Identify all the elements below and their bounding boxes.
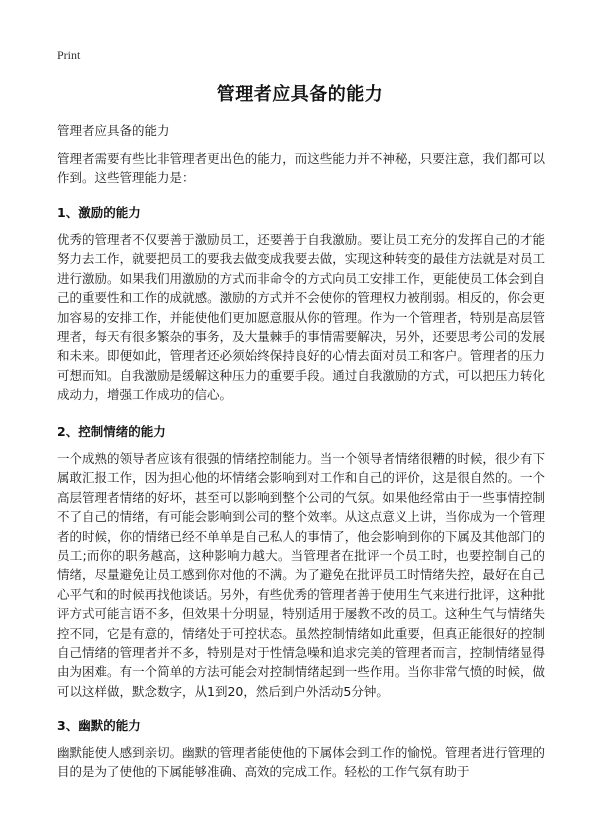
section-heading-motivation: 1、激励的能力 bbox=[57, 205, 141, 220]
page-title: 管理者应具备的能力 bbox=[216, 84, 384, 105]
section-body-humor: 幽默能使人感到亲切。幽默的管理者能使他的下属体会到工作的愉悦。管理者进行管理的目的是为了使他的下属能够准确、高效的完成工作。轻松的工作气氛有助于 bbox=[57, 745, 545, 780]
intro-paragraph: 管理者需要有些比非管理者更出色的能力，而这些能力并不神秘，只要注意，我们都可以作到。这些管理能力是： bbox=[57, 151, 545, 186]
section-body-emotion-control: 一个成熟的领导者应该有很强的情绪控制能力。当一个领导者情绪很糟的时候，很少有下属敢汇报工作，因为担心他的坏情绪会影响到对工作和自己的评价，这是很自然的。一个高层管理者情绪的好坏，甚至可以影响到整个公司的气氛。如果他经常由于一些事情控制不了自己的情绪，有可能会影响到公司的整个效率。从这点意义上讲，当你成为一个管理者的时候，你的情绪已经不单单是自己私人的事情了，他会影响到你的下属及其他部门的员工;而你的职务越高，这种影响力越大。当管理者在批评一个员工时，也要控制自己的情绪，尽量避免让员工感到你对他的不满。为了避免在批评员工时情绪失控，最好在自己心平气和的时候再找他谈话。另外，有些优秀的管理者善于使用生气来进行批评，这种批评方式可能言语不多，但效果十分明显，特别适用于屡教不改的员工。这种生气与情绪失控不同，它是有意的，情绪处于可控状态。虽然控制情绪如此重要，但真正能很好的控制自己情绪的管理者并不多，特别是对于性情急噪和追求完美的管理者而言，控制情绪显得由为困难。有一个简单的方法可能会对控制情绪起到一些作用。当你非常气愤的时候，做可以这样做，默念数字，从1到20，然后到户外活动5分钟。 bbox=[57, 451, 545, 699]
section-body-motivation: 优秀的管理者不仅要善于激励员工，还要善于自我激励。要让员工充分的发挥自己的才能努力去工作，就要把员工的要我去做变成我要去做，实现这种转变的最佳方法就是对员工进行激励。如果我们用激励的方式而非命令的方式向员工安排工作，更能使员工体会到自己的重要性和工作的成就感。激励的方式并不会使你的管理权力被削弱。相反的，你会更加容易的安排工作，并能使他们更加愿意服从你的管理。作为一个管理者，特别是高层管理者，每天有很多繁杂的事务，及大量棘手的事情需要解决，另外，还要思考公司的发展和未来。即便如此，管理者还必须始终保持良好的心情去面对员工和客户。管理者的压力可想而知。自我激励是缓解这种压力的重要手段。通过自我激励的方式，可以把压力转化成动力，增强工作成功的信心。 bbox=[57, 232, 545, 403]
section-heading-humor: 3、幽默的能力 bbox=[57, 718, 141, 733]
print-link[interactable]: Print bbox=[57, 48, 81, 62]
section-heading-emotion-control: 2、控制情绪的能力 bbox=[57, 424, 166, 439]
subtitle: 管理者应具备的能力 bbox=[57, 123, 170, 138]
